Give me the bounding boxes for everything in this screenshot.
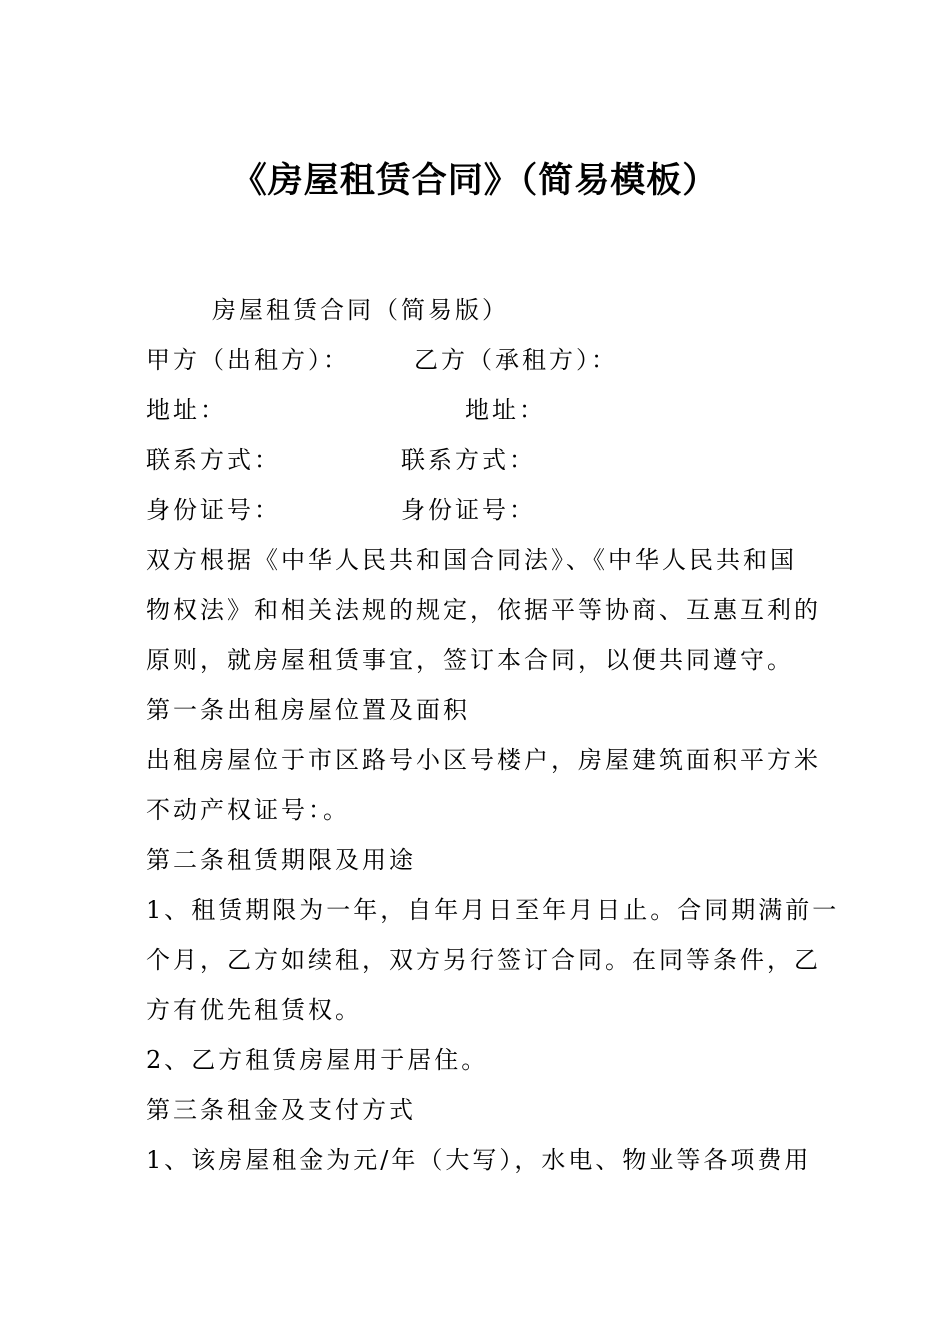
body-line: 不动产权证号：。 [146,796,350,824]
body-line: 出租房屋位于市区路号小区号楼户，房屋建筑面积平方米 [146,746,821,774]
section-heading-1: 第一条出租房屋位置及面积 [146,696,470,724]
body-line: 1、租赁期限为一年，自年月日至年月日止。合同期满前一 [146,896,840,924]
party-row [146,343,816,377]
party-b-label: 乙方（承租方）： [414,346,618,374]
contact-a-label: 联系方式： [146,446,281,474]
contact-b-label: 联系方式： [401,446,536,474]
body-line: 原则，就房屋租赁事宜，签订本合同，以便共同遵守。 [146,646,794,674]
id-b-label: 身份证号： [401,496,536,524]
contact-row [146,443,816,477]
address-row [146,393,816,427]
address-a-label: 地址： [146,396,227,424]
body-line: 2、乙方租赁房屋用于居住。 [146,1046,489,1074]
id-a-label: 身份证号： [146,496,281,524]
contract-subtitle: 房屋租赁合同（简易版） [212,296,509,324]
document-title: 《房屋租赁合同》（简易模板） [231,161,719,201]
body-line: 物权法》和相关法规的规定，依据平等协商、互惠互利的 [146,596,821,624]
body-line: 个月，乙方如续租，双方另行签订合同。在同等条件，乙 [146,946,821,974]
section-heading-3: 第三条租金及支付方式 [146,1096,416,1124]
address-b-label: 地址： [465,396,546,424]
body-line: 双方根据《中华人民共和国合同法》、《中华人民共和国 [146,546,797,574]
section-heading-2: 第二条租赁期限及用途 [146,846,416,874]
party-a-label: 甲方（出租方）： [146,346,350,374]
id-row [146,493,816,527]
body-line: 方有优先租赁权。 [146,996,362,1024]
body-line: 1、该房屋租金为元/年（大写），水电、物业等各项费用 [146,1146,812,1174]
